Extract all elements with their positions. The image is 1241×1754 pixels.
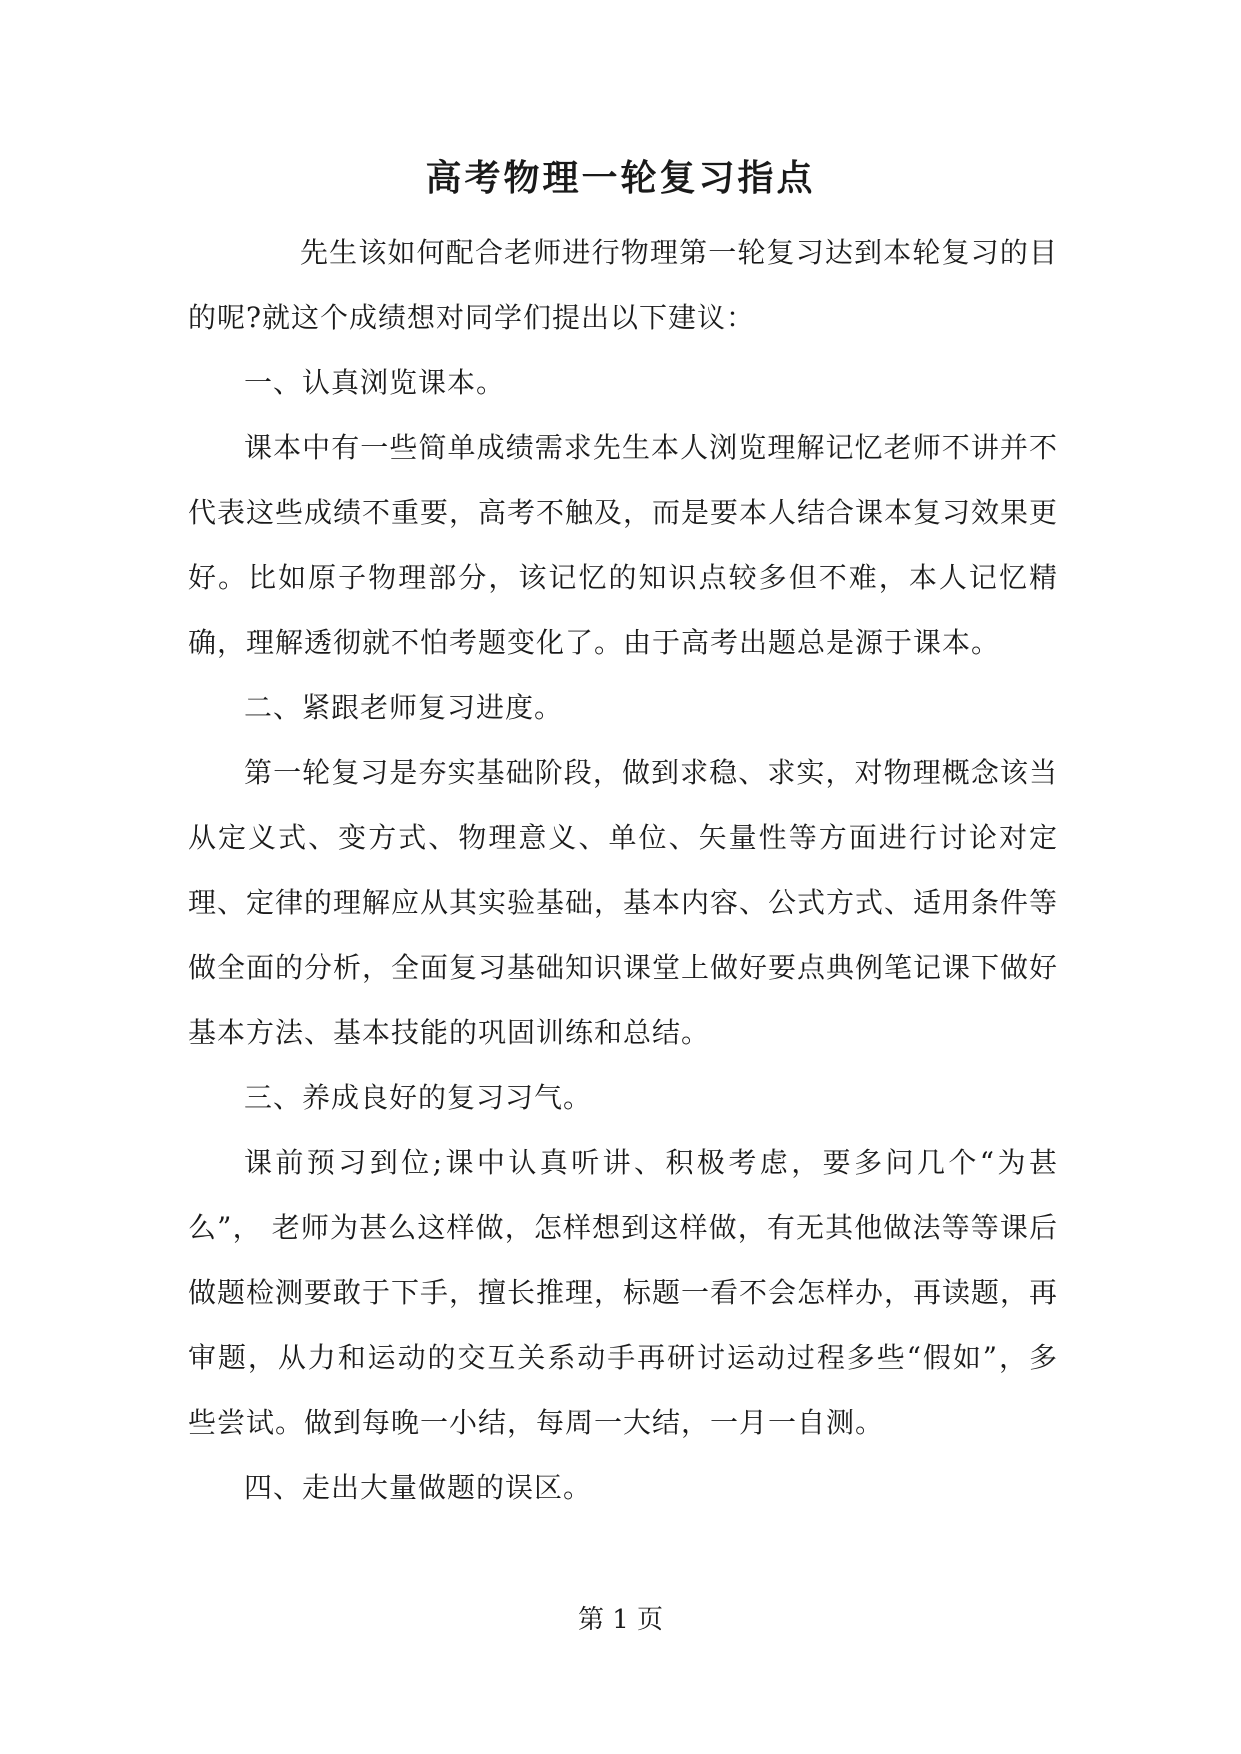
section-heading-3: 三、养成良好的复习习气。 (244, 1081, 593, 1114)
section-heading-2: 二、紧跟老师复习进度。 (244, 691, 564, 724)
document-body (188, 220, 1058, 1520)
section-paragraph-3: 课前预习到位;课中认真听讲、积极考虑，要多问几个“为甚么”， 老师为甚么这样做，怎样想到这样做，有无其他做法等等课后做题检测要敢于下手，擅长推理，标题一看不会怎样办，再读题，再审题，从力和运动的交互关系动手再研讨运动过程多些“假如”，多些尝试。做到每晚一小结，每周一大结，一月一自测。 (188, 1146, 1059, 1439)
page-number: 第 1 页 (577, 1605, 664, 1635)
document-title: 高考物理一轮复习指点 (425, 157, 816, 199)
section-paragraph-2: 第一轮复习是夯实基础阶段，做到求稳、求实，对物理概念该当从定义式、变方式、物理意义、单位、矢量性等方面进行讨论对定理、定律的理解应从其实验基础，基本内容、公式方式、适用条件等做全面的分析，全面复习基础知识课堂上做好要点典例笔记课下做好基本方法、基本技能的巩固训练和总结。 (188, 756, 1059, 1049)
section-paragraph-1: 课本中有一些简单成绩需求先生本人浏览理解记忆老师不讲并不代表这些成绩不重要，高考不触及，而是要本人结合课本复习效果更好。比如原子物理部分，该记忆的知识点较多但不难，本人记忆精确，理解透彻就不怕考题变化了。由于高考出题总是源于课本。 (188, 431, 1059, 659)
section-heading-1: 一、认真浏览课本。 (244, 366, 506, 399)
section-heading-4: 四、走出大量做题的误区。 (244, 1471, 593, 1504)
intro-paragraph: 先生该如何配合老师进行物理第一轮复习达到本轮复习的目的呢?就这个成绩想对同学们提出以下建议： (188, 236, 1058, 334)
